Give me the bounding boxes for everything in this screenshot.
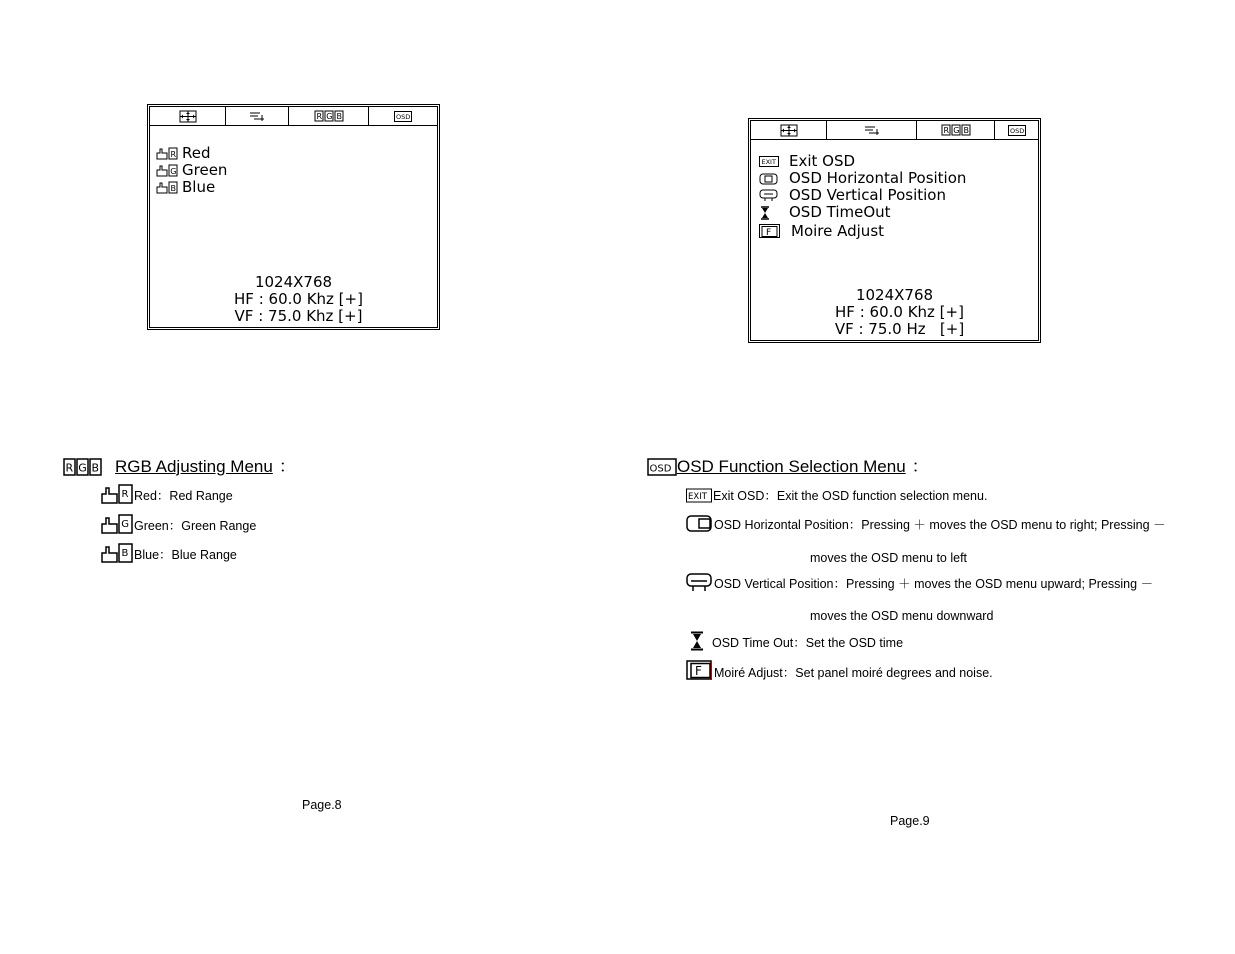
svg-text:R: R — [170, 150, 177, 159]
adjust-tab-icon — [863, 124, 881, 136]
vertical-position-icon — [686, 572, 713, 592]
svg-text:R: R — [943, 126, 949, 135]
osd-tab-bar — [751, 121, 1038, 140]
hf-text: HF : 60.0 Khz [+] — [234, 290, 363, 308]
row-text: OSD Horizontal Position：Pressing ＋ moves the OSD menu to right; Pressing － — [714, 518, 1166, 532]
tab-position[interactable] — [751, 121, 827, 139]
rgb-tab-icon — [941, 124, 971, 136]
svg-text:F: F — [695, 664, 702, 678]
svg-text:EXIT: EXIT — [688, 492, 707, 502]
osd-item-label: Exit OSD — [789, 152, 856, 170]
osd-item-label: OSD Horizontal Position — [789, 169, 967, 187]
hand-r-icon — [156, 147, 178, 160]
exit-icon — [686, 488, 712, 504]
hourglass-icon — [759, 206, 771, 220]
resolution-text: 1024X768 — [254, 273, 333, 291]
svg-text:G: G — [952, 126, 960, 135]
osd-item-label: Green — [182, 161, 228, 179]
page-number-right: Page.9 — [890, 814, 930, 828]
section-colon: ： — [278, 457, 296, 476]
svg-text:OSD: OSD — [1009, 126, 1024, 135]
osd-row-timeout — [690, 631, 903, 651]
rgb-row-blue — [101, 543, 237, 563]
tab-adjust[interactable] — [827, 121, 917, 139]
vertical-position-icon — [759, 189, 779, 202]
row-text: Moiré Adjust：Set panel moiré degrees and noise. — [714, 666, 993, 680]
vertical-continuation: moves the OSD menu downward — [810, 609, 994, 623]
resolution-info — [150, 274, 437, 325]
hf-text: HF : 60.0 Khz [+] — [835, 303, 964, 321]
hand-g-icon — [101, 514, 133, 534]
row-text: Exit OSD：Exit the OSD function selection menu. — [713, 489, 988, 503]
row-text: OSD Vertical Position：Pressing ＋ moves the OSD menu upward; Pressing － — [714, 577, 1154, 591]
svg-text:G: G — [121, 519, 130, 530]
osd-item-green[interactable] — [156, 162, 227, 179]
hand-r-icon — [101, 484, 133, 504]
svg-text:B: B — [170, 184, 176, 193]
osd-item-timeout[interactable] — [759, 204, 891, 221]
svg-text:OSD: OSD — [396, 112, 411, 121]
svg-text:B: B — [336, 112, 342, 121]
svg-text:G: G — [325, 112, 333, 121]
adjust-tab-icon — [248, 110, 266, 122]
row-text: Green：Green Range — [134, 519, 257, 533]
osd-item-red[interactable] — [156, 145, 211, 162]
resolution-text: 1024X768 — [855, 286, 934, 304]
osd-item-horizontal[interactable] — [759, 170, 966, 187]
osd-row-moire — [686, 660, 993, 681]
osd-tab-icon — [647, 457, 677, 477]
tab-rgb[interactable] — [917, 121, 995, 139]
tab-position[interactable] — [150, 107, 226, 125]
svg-text:OSD: OSD — [649, 463, 672, 475]
osd-tab-bar — [150, 107, 437, 126]
rgb-row-red — [101, 484, 233, 504]
rgb-row-green — [101, 514, 256, 534]
tab-osd[interactable] — [369, 107, 437, 125]
position-tab-icon — [780, 124, 798, 137]
svg-text:B: B — [121, 548, 129, 559]
rgb-osd-panel — [147, 104, 440, 330]
vf-text: VF : 75.0 Hz [+] — [834, 320, 965, 338]
rgb-tab-icon — [63, 457, 103, 477]
horizontal-position-icon — [759, 173, 779, 185]
position-tab-icon — [179, 110, 197, 123]
svg-text:G: G — [170, 167, 177, 176]
osd-row-exit — [686, 486, 987, 504]
rgb-section-heading — [63, 452, 296, 477]
osd-item-label: OSD TimeOut — [789, 203, 891, 221]
page-number-left: Page.8 — [302, 798, 342, 812]
horizontal-continuation: moves the OSD menu to left — [810, 551, 968, 565]
svg-text:G: G — [78, 461, 87, 475]
row-text: OSD Time Out：Set the OSD time — [712, 636, 904, 650]
osd-item-blue[interactable] — [156, 179, 215, 196]
svg-text:R: R — [65, 461, 74, 475]
section-title: RGB Adjusting Menu — [115, 457, 273, 476]
tab-adjust[interactable] — [226, 107, 289, 125]
hand-g-icon — [156, 164, 178, 177]
osd-item-exit[interactable] — [759, 153, 855, 170]
row-text: Blue：Blue Range — [134, 548, 237, 562]
svg-text:F: F — [766, 228, 772, 238]
osd-item-label: Blue — [182, 178, 216, 196]
osd-function-panel — [748, 118, 1041, 343]
svg-text:EXIT: EXIT — [761, 158, 776, 166]
tab-rgb[interactable] — [289, 107, 369, 125]
osd-item-label: Moire Adjust — [791, 222, 885, 240]
section-title: OSD Function Selection Menu — [677, 457, 906, 476]
osd-section-heading — [647, 452, 929, 477]
osd-item-vertical[interactable] — [759, 187, 946, 204]
osd-row-vertical — [686, 572, 1153, 592]
hand-b-icon — [156, 181, 178, 194]
hourglass-icon — [690, 631, 704, 651]
svg-text:B: B — [91, 461, 100, 475]
moire-f-icon — [686, 660, 713, 681]
hand-b-icon — [101, 543, 133, 563]
vf-text: VF : 75.0 Khz [+] — [234, 307, 363, 325]
osd-tab-icon — [394, 111, 412, 122]
moire-f-icon — [759, 224, 781, 239]
svg-text:B: B — [963, 126, 969, 135]
osd-item-moire[interactable] — [759, 223, 884, 240]
svg-text:R: R — [121, 489, 129, 500]
osd-tab-icon — [1008, 125, 1026, 136]
osd-item-label: Red — [182, 144, 211, 162]
osd-row-horizontal — [686, 514, 1166, 533]
osd-item-label: OSD Vertical Position — [789, 186, 946, 204]
resolution-info — [751, 287, 1038, 338]
svg-text:R: R — [316, 112, 322, 121]
exit-icon — [759, 156, 779, 167]
rgb-tab-icon — [314, 110, 344, 122]
row-text: Red：Red Range — [134, 489, 233, 503]
tab-osd[interactable] — [995, 121, 1038, 139]
section-colon: ： — [911, 457, 929, 476]
horizontal-position-icon — [686, 514, 713, 533]
